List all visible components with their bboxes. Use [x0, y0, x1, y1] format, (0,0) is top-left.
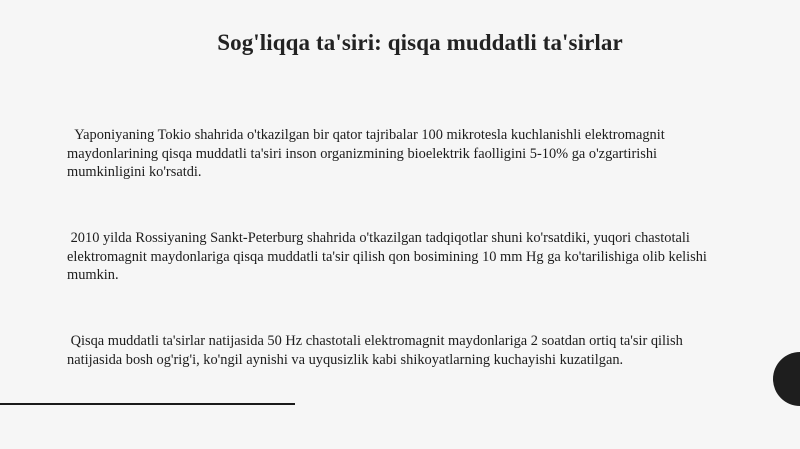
paragraph-saint-petersburg-study: 2010 yilda Rossiyaning Sankt-Peterburg shahrida o'tkazilgan tadqiqotlar shuni ko'rsatdiki, yuqori chastotali elektromagnit maydonlariga qisqa muddatli ta'sir qilish qon bosimining 10 mm Hg ga ko'tarilishiga olib kelishi mumkin. — [67, 230, 711, 283]
decorative-circle — [773, 352, 800, 406]
slide-title: Sog'liqqa ta'siri: qisqa muddatli ta'sirlar — [217, 30, 623, 55]
paragraph-tokyo-experiments: Yaponiyaning Tokio shahrida o'tkazilgan bir qator tajribalar 100 mikrotesla kuchlanishli elektromagnit maydonlarining qisqa muddatli ta'siri inson organizmining bioelektrik faolligini 5-10% ga o'zgartirishi mumkinligini ko'rsatdi. — [67, 127, 669, 180]
decorative-divider-line — [0, 403, 295, 405]
paragraph-short-term-effects: Qisqa muddatli ta'sirlar natijasida 50 Hz chastotali elektromagnit maydonlariga 2 soatdan ortiq ta'sir qilish natijasida bosh og'rig'i, ko'ngil aynishi va uyqusizlik kabi shikoyatlarning kuchayishi kuzatilgan. — [67, 333, 687, 368]
